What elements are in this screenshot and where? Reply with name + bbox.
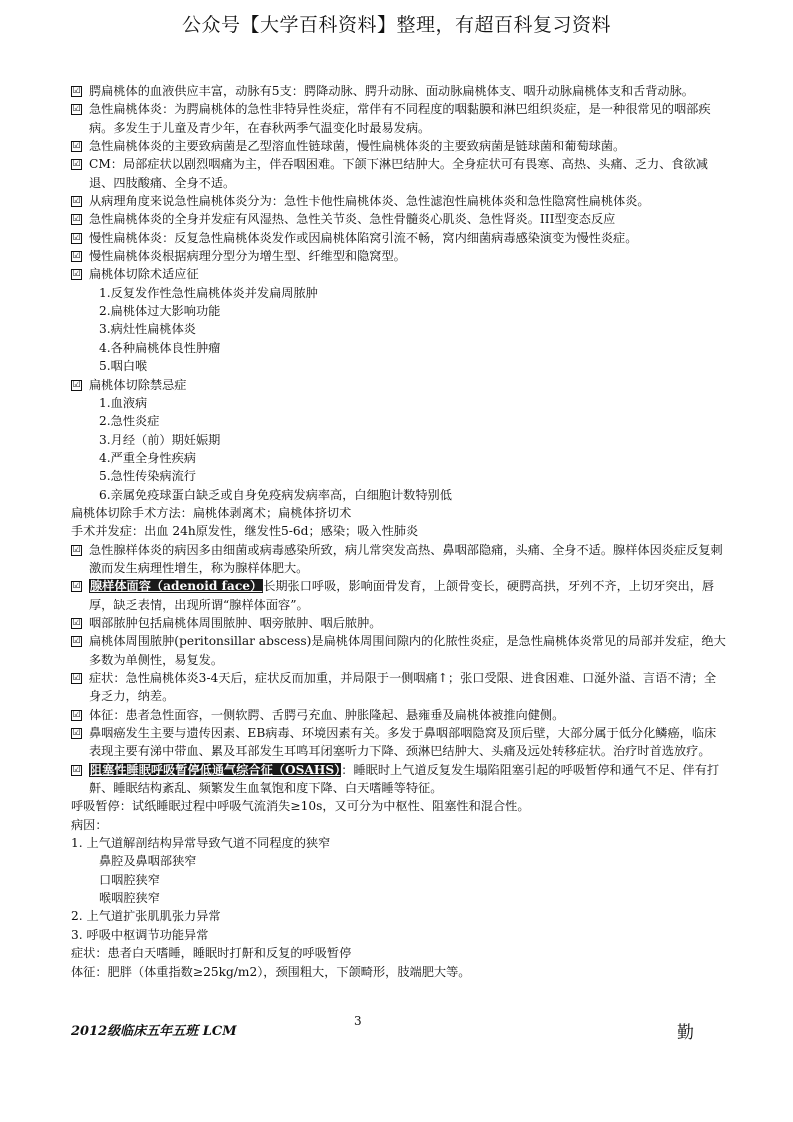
checklist-item: ☑ 急性扁桃体炎的全身并发症有风湿热、急性关节炎、急性骨髓炎心肌炎、急性肾炎。III型变态反应 — [72, 212, 616, 227]
contraindications-heading: ☑ 扁桃体切除禁忌症 — [72, 377, 187, 392]
page-header: 公众号【大学百科资料】整理，有超百科复习资料 — [181, 14, 611, 36]
etiology-sub-item: 口咽腔狭窄 — [99, 872, 160, 887]
checklist-item: ☑ 症状：急性扁桃体炎3-4天后，症状反而加重，并局限于一侧咽痛↑；张口受限、进食困难、口涎外溢、言语不清；全身乏力，纳差。 — [72, 671, 717, 704]
etiology-cause-3: 3. 呼吸中枢调节功能异常 — [71, 927, 209, 942]
surgery-methods: 扁桃体切除手术方法：扁桃体剥离术；扁桃体挤切术 — [71, 505, 352, 520]
osahs-signs: 体征：肥胖（体重指数≥25kg/m2），颈围粗大，下颌畸形，肢端肥大等。 — [71, 964, 471, 979]
etiology-sub-item: 鼻腔及鼻咽部狭窄 — [99, 854, 197, 869]
checklist-item: ☑ 慢性扁桃体炎：反复急性扁桃体炎发作或因扁桃体陷窝引流不畅，窝内细菌病毒感染演变为慢性炎症。 — [72, 230, 638, 245]
indications-heading: ☑ 扁桃体切除术适应征 — [72, 267, 199, 282]
indication-item: 3.病灶性扁桃体炎 — [99, 322, 196, 337]
surgery-complications: 手术并发症：出血 24h原发性，继发性5-6d；感染；吸入性肺炎 — [71, 524, 419, 539]
footer-signature: 勤 — [677, 1023, 694, 1043]
checklist-item: ☑ 扁桃体周围脓肿(peritonsillar abscess)是扁桃体周围间隙内的化脓性炎症，是急性扁桃体炎常见的局部并发症，绝大多数为单侧性，易复发。 — [72, 634, 726, 667]
etiology-cause-1: 1. 上气道解剖结构异常导致气道不同程度的狭窄 — [71, 836, 331, 851]
contraindication-item: 5.急性传染病流行 — [99, 469, 196, 484]
etiology-sub-item: 喉咽腔狭窄 — [99, 891, 160, 906]
contraindication-item: 6.亲属免疫球蛋白缺乏或自身免疫病发病率高，白细胞计数特别低 — [99, 487, 452, 502]
checkbox-icon: ☑ — [72, 214, 81, 225]
page-number: 3 — [354, 1014, 362, 1028]
contraindication-item: 1.血液病 — [99, 395, 148, 410]
checkbox-icon: ☑ — [72, 709, 81, 720]
checkbox-icon: ☑ — [72, 581, 81, 592]
checklist-item: ☑ CM：局部症状以剧烈咽痛为主，伴吞咽困难。下颌下淋巴结肿大。全身症状可有畏寒、高热、头痛、乏力、食欲减退、四肢酸痛、全身不适。 — [72, 157, 708, 190]
checkbox-icon: ☑ — [72, 86, 81, 96]
checklist-item: ☑ 体征：患者急性面容，一侧软腭、舌腭弓充血、肿胀隆起、悬雍垂及扁桃体被推向健侧。 — [72, 707, 565, 722]
checklist-item: ☑ 从病理角度来说急性扁桃体炎分为：急性卡他性扁桃体炎、急性滤泡性扁桃体炎和急性隐窝性扁桃体炎。 — [72, 194, 650, 209]
etiology-title: 病因： — [71, 817, 108, 832]
contraindication-item: 3.月经（前）期妊娠期 — [99, 432, 221, 447]
checkbox-icon: ☑ — [72, 728, 81, 739]
checkbox-icon: ☑ — [72, 379, 81, 390]
contraindication-item: 2.急性炎症 — [99, 414, 160, 429]
osahs-term: 阻塞性睡眠呼吸暂停低通气综合征（OSAHS） — [90, 762, 341, 777]
checkbox-icon: ☑ — [72, 251, 81, 262]
checkbox-icon: ☑ — [72, 673, 81, 683]
adenoid-face-item — [71, 577, 726, 614]
checkbox-icon: ☑ — [72, 141, 81, 152]
checklist-item: ☑ 急性扁桃体炎：为腭扁桃体的急性非特异性炎症，常伴有不同程度的咽黏膜和淋巴组织炎症，是一种很常见的咽部疾病。多发生于儿童及青少年，在春秋两季气温变化时最易发病。 — [72, 102, 711, 135]
document-body — [71, 82, 726, 981]
checkbox-icon: ☑ — [72, 544, 81, 555]
checklist-item: ☑ 鼻咽癌发生主要与遗传因素、EB病毒、环境因素有关。多发于鼻咽部咽隐窝及顶后壁，大部分属于低分化鳞癌，临床表现主要有涕中带血、累及耳部发生耳鸣耳闭塞听力下降、颈淋巴结肿大、头痛及远处转移症状。治疗时首选放疗。 — [72, 726, 717, 759]
checkbox-icon: ☑ — [72, 196, 81, 207]
items-group-2 — [71, 614, 726, 761]
checkbox-icon: ☑ — [72, 617, 81, 628]
checkbox-icon: ☑ — [72, 104, 81, 115]
indication-item: 2.扁桃体过大影响功能 — [99, 304, 221, 319]
osahs-item — [71, 761, 726, 798]
etiology-cause-1-subs — [71, 852, 726, 907]
checkbox-icon: ☑ — [72, 269, 81, 280]
checklist-item: ☑ 腭扁桃体的血液供应丰富，动脉有5支：腭降动脉、腭升动脉、面动脉扁桃体支、咽升动脉扁桃体支和舌背动脉。 — [72, 84, 694, 98]
adenoid-face-term: 腺样体面容（adenoid face） — [90, 579, 263, 594]
adenoiditis-item: ☑ 急性腺样体炎的病因多由细菌或病毒感染所致，病儿常突发高热、鼻咽部隐痛，头痛、全身不适。腺样体因炎症反复刺激而发生病理性增生，称为腺样体肥大。 — [72, 542, 723, 575]
items-group-1 — [71, 82, 726, 265]
contraindications-list — [71, 394, 726, 504]
etiology-cause-2: 2. 上气道扩张肌肌张力异常 — [71, 909, 221, 924]
indication-item: 5.咽白喉 — [99, 359, 148, 374]
checkbox-icon: ☑ — [72, 159, 81, 170]
indication-item: 1.反复发作性急性扁桃体炎并发扁周脓肿 — [99, 285, 318, 300]
checklist-item: ☑ 咽部脓肿包括扁桃体周围脓肿、咽旁脓肿、咽后脓肿。 — [72, 615, 382, 630]
footer-class-label: 2012级临床五年五班 LCM — [71, 1024, 237, 1039]
adenoid-face-text: 长期张口呼吸，影响面骨发育，上颌骨变长，硬腭高拱，牙列不齐，上切牙突出，唇厚，缺乏表情，出现所谓“腺样体面容”。 — [89, 579, 715, 612]
indication-item: 4.各种扁桃体良性肿瘤 — [99, 340, 221, 355]
checkbox-icon: ☑ — [72, 764, 81, 775]
contraindication-item: 4.严重全身性疾病 — [99, 450, 196, 465]
checklist-item: ☑ 急性扁桃体炎的主要致病菌是乙型溶血性链球菌，慢性扁桃体炎的主要致病菌是链球菌和葡萄球菌。 — [72, 139, 626, 154]
checkbox-icon: ☑ — [72, 232, 81, 243]
apnea-definition: 呼吸暂停：试纸睡眠过程中呼吸气流消失≥10s，又可分为中枢性、阻塞性和混合性。 — [71, 799, 530, 814]
indications-list — [71, 284, 726, 376]
osahs-text: ：睡眠时上气道反复发生塌陷阻塞引起的呼吸暂停和通气不足、伴有打鼾、睡眠结构紊乱、频繁发生血氧饱和度下降、白天嗜睡等特征。 — [89, 762, 720, 796]
osahs-symptoms: 症状：患者白天嗜睡，睡眠时打鼾和反复的呼吸暂停 — [71, 946, 352, 961]
checklist-item: ☑ 慢性扁桃体炎根据病理分型分为增生型、纤维型和隐窝型。 — [72, 249, 406, 264]
checkbox-icon: ☑ — [72, 636, 81, 647]
